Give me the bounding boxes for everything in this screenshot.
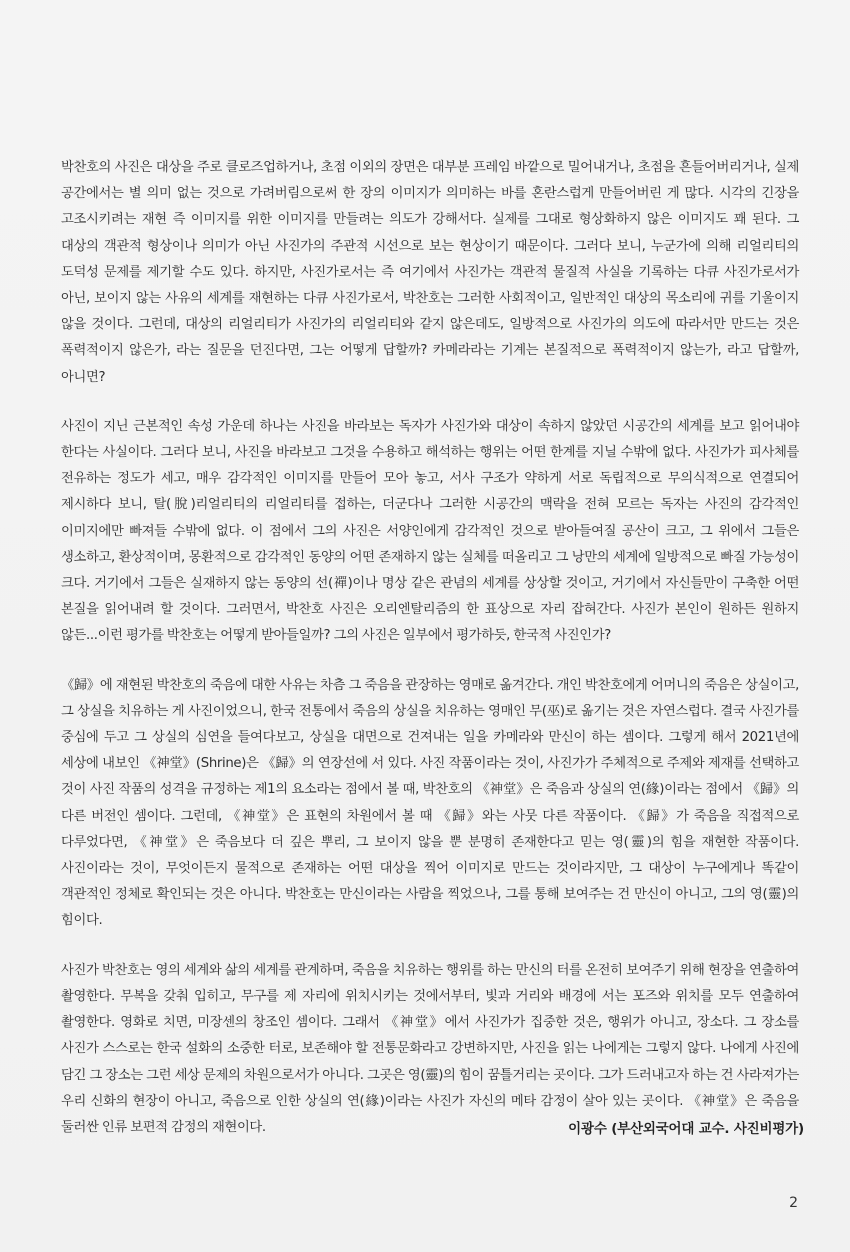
- paragraph-3: 《歸》에 재현된 박찬호의 죽음에 대한 사유는 차츰 그 죽음을 관장하는 영매로 옮겨간다. 개인 박찬호에게 어머니의 죽음은 상실이고, 그 상실을 치유하는 게 사진이었으니, 한국 전통에서 죽음의 상실을 치유하는 영매인 무(巫)로 옮기는 것은 자연스럽다. 결국 사진가를 중심에 두고 그 상실의 심연을 들여다보고, 상실을 대면으로 건져내는 일을 카메라와 만신이 하는 셈이다. 그렇게 해서 2021년에 세상에 내보인 《神堂》(Shrine)은 《歸》의 연장선에 서 있다. 사진 작품이라는 것이, 사진가가 주체적으로 주제와 제재를 선택하고 것이 사진 작품의 성격을 규정하는 제1의 요소라는 점에서 볼 때, 박찬호의 《神堂》은 죽음과 상실의 연(緣)이라는 점에서 《歸》의 다른 버전인 셈이다. 그런데, 《神堂》은 표현의 차원에서 볼 때 《歸》와는 사뭇 다른 작품이다. 《歸》가 죽음을 직접적으로 다루었다면, 《神堂》은 죽음보다 더 깊은 뿌리, 그 보이지 않을 뿐 분명히 존재한다고 믿는 영(靈)의 힘을 재현한 작품이다. 사진이라는 것이, 무엇이든지 물적으로 존재하는 어떤 대상을 찍어 이미지로 만드는 것이라지만, 그 대상이 누구에게나 똑같이 객관적인 정체로 확인되는 것은 아니다. 박찬호는 만신이라는 사람을 찍었으나, 그를 통해 보여주는 건 만신이 아니고, 그의 영(靈)의 힘이다.: [61, 677, 799, 929]
- article-body: [61, 155, 799, 1141]
- paragraph-4: 사진가 박찬호는 영의 세계와 삶의 세계를 관계하며, 죽음을 치유하는 행위를 하는 만신의 터를 온전히 보여주기 위해 현장을 연출하여 촬영한다. 무복을 갖춰 입히고, 무구를 제 자리에 위치시키는 것에서부터, 빛과 거리와 배경에 서는 포즈와 위치를 모두 연출하여 촬영한다. 영화로 치면, 미장센의 창조인 셈이다. 그래서 《神堂》에서 사진가가 집중한 것은, 행위가 아니고, 장소다. 그 장소를 사진가 스스로는 한국 설화의 소중한 터로, 보존해야 할 전통문화라고 강변하지만, 사진을 읽는 나에게는 그렇지 않다. 나에게 사진에 담긴 그 장소는 그런 세상 문제의 차원으로서가 아니다. 그곳은 영(靈)의 힘이 꿈틀거리는 곳이다. 그가 드러내고자 하는 건 사라져가는 우리 신화의 현장이 아니고, 죽음으로 인한 상실의 연(緣)이라는 사진가 자신의 메타 감정이 살아 있는 곳이다. 《神堂》은 죽음을 둘러싼 인류 보편적 감정의 재현이다.: [61, 962, 799, 1135]
- paragraph-1: 박찬호의 사진은 대상을 주로 클로즈업하거나, 초점 이외의 장면은 대부분 프레임 바깥으로 밀어내거나, 초점을 흔들어버리거나, 실제 공간에서는 별 의미 없는 것으로 가려버림으로써 한 장의 이미지가 의미하는 바를 혼란스럽게 만들어버린 게 많다. 시각의 긴장을 고조시키려는 재현 즉 이미지를 위한 이미지를 만들려는 의도가 강해서다. 실제를 그대로 형상화하지 않은 이미지도 꽤 된다. 그 대상의 객관적 형상이나 의미가 아닌 사진가의 주관적 시선으로 보는 현상이기 때문이다. 그러다 보니, 누군가에 의해 리얼리티의 도덕성 문제를 제기할 수도 있다. 하지만, 사진가로서는 즉 여기에서 사진가는 객관적 물질적 사실을 기록하는 다큐 사진가로서가 아닌, 보이지 않는 사유의 세계를 재현하는 다큐 사진가로서, 박찬호는 그러한 사회적이고, 일반적인 대상의 목소리에 귀를 기울이지 않을 것이다. 그런데, 대상의 리얼리티가 사진가의 리얼리티와 같지 않은데도, 일방적으로 사진가의 의도에 따라서만 만드는 것은 폭력적이지 않은가, 라는 질문을 던진다면, 그는 어떻게 답할까? 카메라라는 기계는 본질적으로 폭력적이지 않는가, 라고 답할까, 아니면?: [61, 160, 799, 385]
- author-credit: 이광수 (부산외국어대 교수. 사진비평가): [568, 1121, 804, 1137]
- page-number: 2: [789, 1195, 798, 1211]
- paragraph-2: 사진이 지닌 근본적인 속성 가운데 하나는 사진을 바라보는 독자가 사진가와 대상이 속하지 않았던 시공간의 세계를 보고 읽어내야 한다는 사실이다. 그러다 보니, 사진을 바라보고 그것을 수용하고 해석하는 행위는 어떤 한계를 지닐 수밖에 없다. 사진가가 피사체를 전유하는 정도가 세고, 매우 감각적인 이미지를 만들어 모아 놓고, 서사 구조가 약하게 서로 독립적으로 무의식적으로 연결되어 제시하다 보니, 탈(脫)리얼리티의 리얼리티를 접하는, 더군다나 그러한 시공간의 맥락을 전혀 모르는 독자는 사진의 감각적인 이미지에만 빠져들 수밖에 없다. 이 점에서 그의 사진은 서양인에게 감각적인 것으로 받아들여질 공산이 크고, 그 위에서 그들은 생소하고, 환상적이며, 몽환적으로 감각적인 동양의 어떤 존재하지 않는 실체를 떠올리고 그 낭만의 세계에 일방적으로 빠질 가능성이 크다. 거기에서 그들은 실재하지 않는 동양의 선(禪)이나 명상 같은 관념의 세계를 상상할 것이고, 거기에서 자신들만이 구축한 어떤 본질을 읽어내려 할 것이다. 그러면서, 박찬호 사진은 오리엔탈리즘의 한 표상으로 자리 잡혀간다. 사진가 본인이 원하든 원하지 않든...이런 평가를 박찬호는 어떻게 받아들일까? 그의 사진은 일부에서 평가하듯, 한국적 사진인가?: [61, 418, 799, 644]
